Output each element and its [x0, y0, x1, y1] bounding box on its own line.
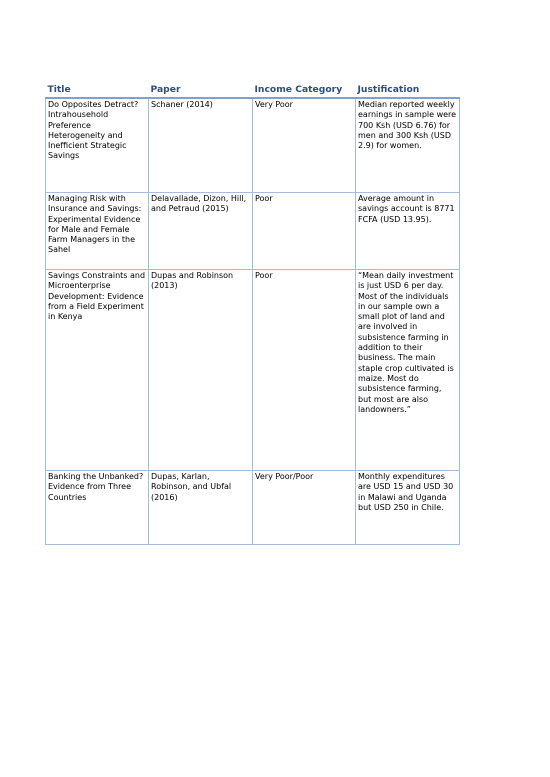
cell-income-category: Very Poor: [253, 98, 356, 193]
table-header-row: [46, 81, 460, 98]
cell-paper: Delavallade, Dizon, Hill, and Petraud (2015): [149, 193, 253, 270]
table-row: [46, 270, 460, 471]
table-row: [46, 98, 460, 193]
cell-income-category: Poor: [253, 193, 356, 270]
papers-table: [45, 81, 460, 545]
cell-income-category: Poor: [253, 270, 356, 471]
table-row: [46, 471, 460, 545]
cell-justification: Median reported weekly earnings in sample were 700 Ksh (USD 6.76) for men and 300 Ksh (USD 2.9) for women.: [356, 98, 460, 193]
cell-title: Savings Constraints and Microenterprise Development: Evidence from a Field Experiment in Kenya: [46, 270, 149, 471]
cell-justification: “Mean daily investment is just USD 6 per day. Most of the individuals in our sample own a small plot of land and are involved in subsistence farming in addition to their business. The main staple crop cultivated is maize. Most do subsistence farming, but most are also landowners.”: [356, 270, 460, 471]
header-justification: Justification: [356, 81, 460, 98]
cell-paper: Dupas, Karlan, Robinson, and Ubfal (2016): [149, 471, 253, 545]
header-income-category: Income Category: [253, 81, 356, 98]
cell-title: Banking the Unbanked? Evidence from Three Countries: [46, 471, 149, 545]
cell-paper: Dupas and Robinson (2013): [149, 270, 253, 471]
cell-title: Do Opposites Detract? Intrahousehold Preference Heterogeneity and Inefficient Strategic Savings: [46, 98, 149, 193]
cell-justification: Average amount in savings account is 8771 FCFA (USD 13.95).: [356, 193, 460, 270]
cell-title: Managing Risk with Insurance and Savings: Experimental Evidence for Male and Female Farm Managers in the Sahel: [46, 193, 149, 270]
cell-paper: Schaner (2014): [149, 98, 253, 193]
cell-income-category: Very Poor/Poor: [253, 471, 356, 545]
cell-justification: Monthly expenditures are USD 15 and USD 30 in Malawi and Uganda but USD 250 in Chile.: [356, 471, 460, 545]
header-paper: Paper: [149, 81, 253, 98]
header-title: Title: [46, 81, 149, 98]
table-row: [46, 193, 460, 270]
